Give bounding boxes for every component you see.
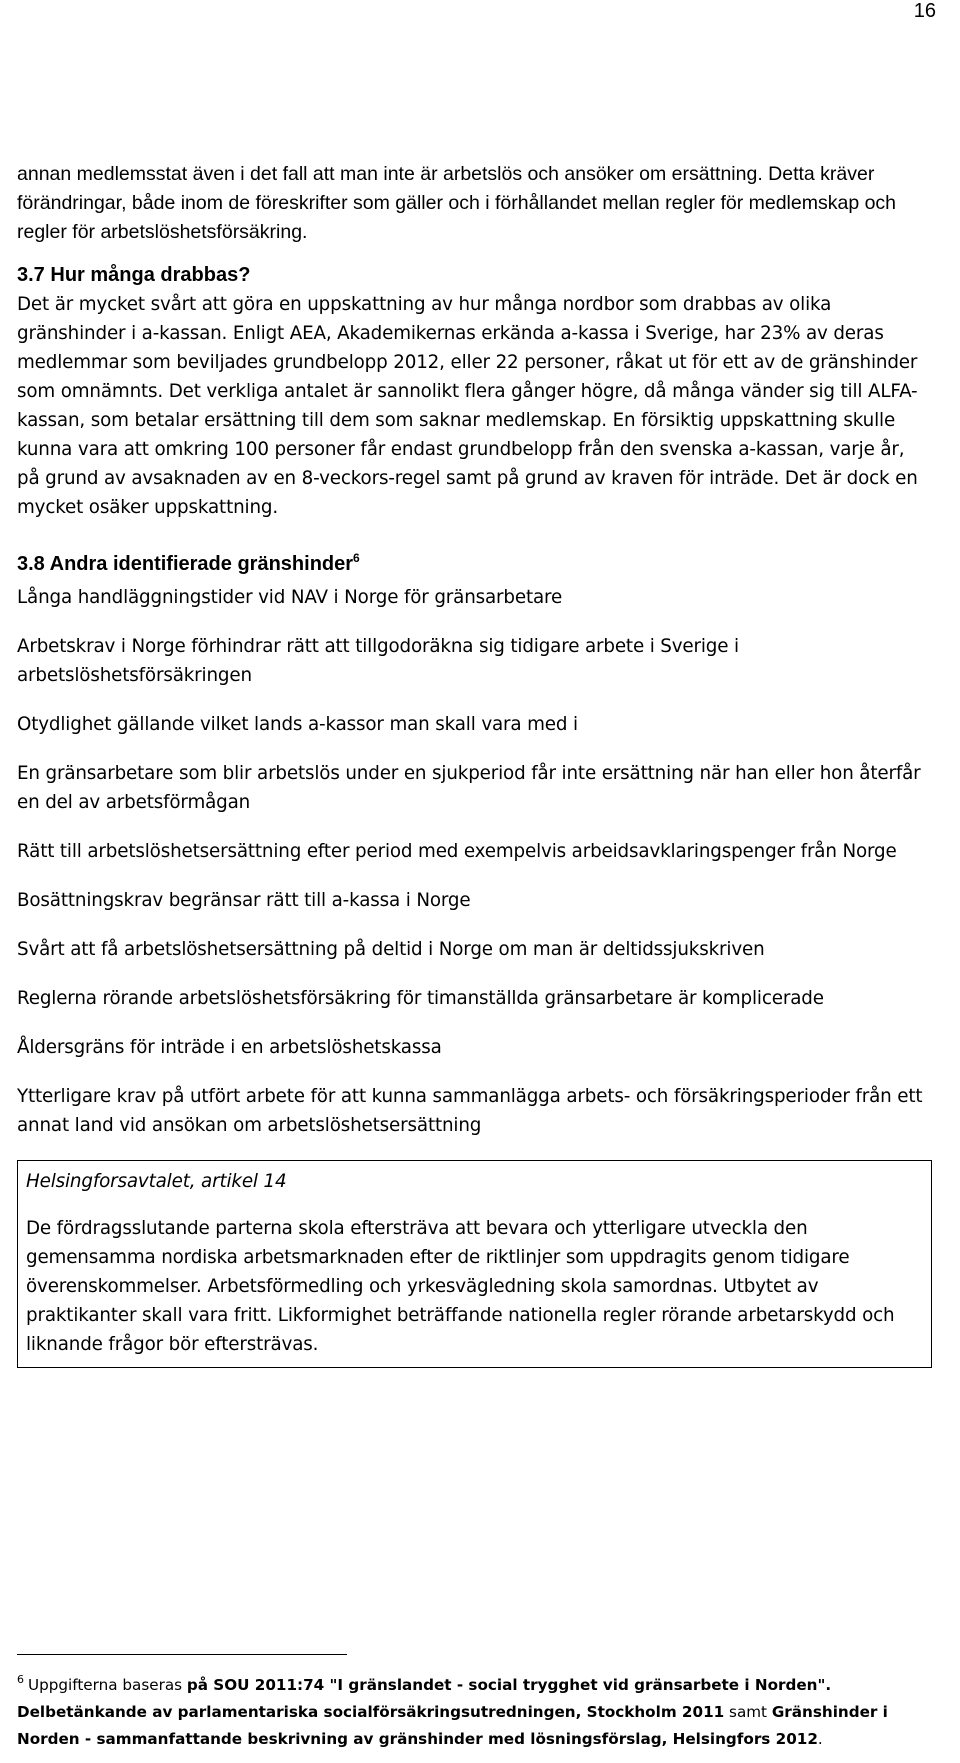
section-3-8-subtitle: Långa handläggningstider vid NAV i Norge för gränsarbetare (17, 587, 563, 608)
footnote (17, 1666, 932, 1753)
list-item: Åldersgräns för inträde i en arbetslöshetskassa (17, 1037, 442, 1058)
footnote-source-sou: på SOU 2011:74 "I gränslandet - social trygghet vid gränsarbete i Norden". Delbetänkande av parlamentariska socialförsäkringsutredningen, Stockholm 2011 (17, 1676, 832, 1721)
section-heading-3-7 (17, 261, 932, 290)
footnote-text: samt (724, 1703, 772, 1721)
list-item: Bosättningskrav begränsar rätt till a-kassa i Norge (17, 890, 471, 911)
list-item: Otydlighet gällande vilket lands a-kassor man skall vara med i (17, 714, 578, 735)
list-item: Rätt till arbetslöshetsersättning efter period med exempelvis arbeidsavklaringspenger från Norge (17, 841, 897, 862)
list-item: Ytterligare krav på utfört arbete för att kunna sammanlägga arbets- och försäkringsperioder från ett annat land vid ansökan om arbetslöshetsersättning (17, 1086, 923, 1136)
section-number: 3.7 (17, 264, 45, 286)
treaty-text: De fördragsslutande parterna skola eftersträva att bevara och ytterligare utveckla den gemensamma nordiska arbetsmarknaden efter de riktlinjer som uppdragits genom tidigare överenskommelser. Arbetsförmedling och yrkesvägledning skola samordnas. Utbytet av praktikanter skall vara fritt. Likformighet beträffande nationella regler rörande arbetarskydd och liknande frågor bör eftersträvas. (26, 1218, 895, 1355)
footnote-source-report: Gränshinder i Norden - sammanfattande beskrivning av gränshinder med lösningsförslag, Helsingfors 2012 (17, 1703, 888, 1748)
intro-paragraph: annan medlemsstat även i det fall att man inte är arbetslös och ansöker om ersättning. Detta kräver förändringar, både inom de föreskrifter som gäller och i förhållandet mellan regler för medlemskap och regler för arbetslöshetsförsäkring. (17, 163, 897, 243)
section-3-7-body: Det är mycket svårt att göra en uppskattning av hur många nordbor som drabbas av olika gränshinder i a-kassan. Enligt AEA, Akademikernas erkända a-kassa i Sverige, har 23% av deras medlemmar som beviljades grundbelopp 2012, eller 22 personer, råkat ut för ett av de gränshinder som omnämnts. Det verkliga antalet är sannolikt flera gånger högre, då många vänder sig till ALFA-kassan, som betalar ersättning till dem som saknar medlemskap. En försiktig uppskattning skulle kunna vara att omkring 100 personer får endast grundbelopp från den svenska a-kassan, varje år, på grund av avsaknaden av en 8-veckors-regel samt på grund av kraven för inträde. Det är dock en mycket osäker uppskattning. (17, 294, 918, 518)
list-item: Reglerna rörande arbetslöshetsförsäkring för timanställda gränsarbetare är komplicerade (17, 988, 824, 1009)
section-heading-3-8 (17, 544, 932, 579)
list-item: Arbetskrav i Norge förhindrar rätt att tillgodoräkna sig tidigare arbete i Sverige i arbetslöshetsförsäkringen (17, 636, 739, 686)
footnote-text: Uppgifterna baseras (28, 1676, 187, 1694)
section-title: Hur många drabbas? (50, 264, 251, 286)
border-obstacle-list (17, 632, 932, 1140)
page-number: 16 (913, 0, 936, 22)
list-item: Svårt att få arbetslöshetsersättning på deltid i Norge om man är deltidssjukskriven (17, 939, 765, 960)
treaty-title: Helsingforsavtalet, artikel 14 (26, 1171, 287, 1192)
footnote-separator (17, 1654, 347, 1655)
footnote-text: . (817, 1730, 823, 1748)
footnote-reference: 6 (353, 551, 360, 565)
document-body (17, 160, 932, 1368)
section-title: Andra identifierade gränshinder (49, 553, 354, 575)
footnote-number: 6 (17, 1673, 24, 1686)
section-number: 3.8 (17, 553, 45, 575)
treaty-quote-box (17, 1160, 932, 1368)
list-item: En gränsarbetare som blir arbetslös under en sjukperiod får inte ersättning när han eller hon återfår en del av arbetsförmågan (17, 763, 921, 813)
